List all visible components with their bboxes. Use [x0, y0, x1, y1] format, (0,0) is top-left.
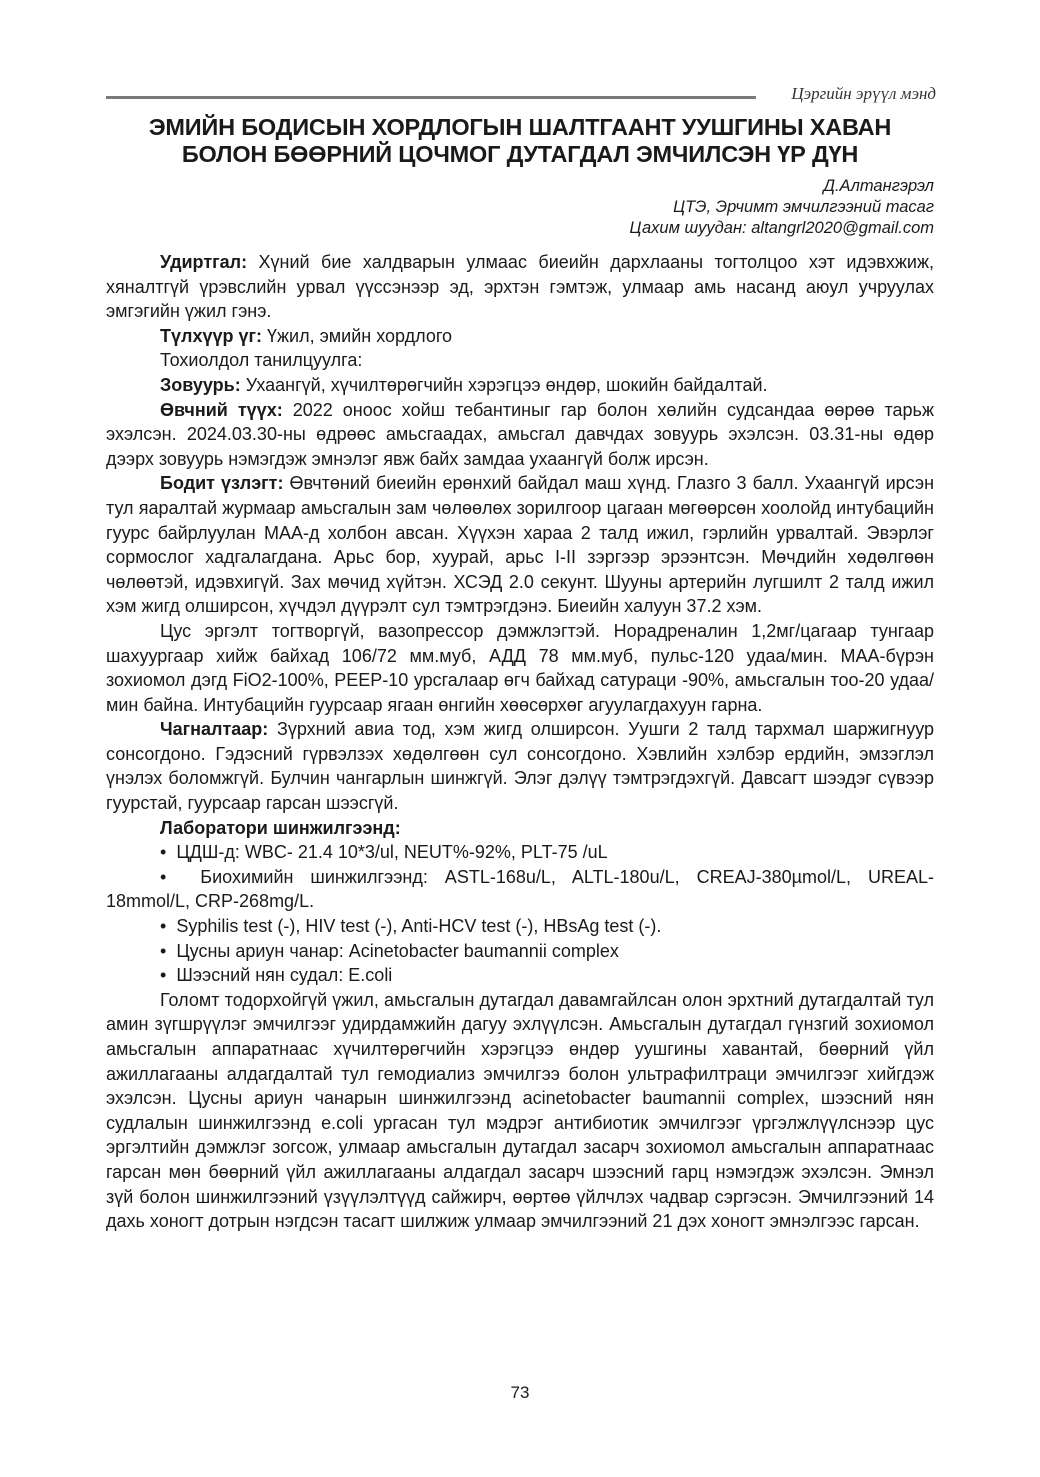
- auscultation-text: Зүрхний авиа тод, хэм жигд олширсон. Уушги 2 талд тархмал шаржигнуур сонсогдоно. Гэдэсний гүрвэлзэх хөдөлгөөн сул сонсогдоно. Хэвлийн хэлбэр ердийн, эмзэглэл үнэлэх боломжгүй. Булчин чангарлын шинжгүй. Элэг дэлүү тэмтрэгдэхгүй. Давсагт шээдэг сүвээр гуурстай, гуурсаар гарсан шээсгүй.: [106, 719, 934, 814]
- history-label: Өвчний түүх:: [160, 399, 283, 420]
- intro-paragraph: [106, 250, 934, 324]
- case-intro-heading: Тохиолдол танилцуулга:: [160, 350, 363, 371]
- history-paragraph: [106, 398, 934, 472]
- bullet-icon: •: [160, 916, 167, 937]
- lab-item: • Шээсний нян судал: E.coli: [160, 965, 393, 986]
- header-rule: [106, 96, 756, 99]
- lab-item: • Цусны ариун чанар: Acinetobacter baumannii complex: [160, 940, 619, 961]
- complaint-paragraph: [106, 373, 934, 398]
- title-line-1: ЭМИЙН БОДИСЫН ХОРДЛОГЫН ШАЛТГААНТ УУШГИНЫ ХАВАН: [148, 114, 892, 140]
- page-title: [106, 114, 934, 168]
- author-email-line: [629, 218, 934, 239]
- lab-heading: [106, 816, 934, 841]
- keywords-label: Түлхүүр үг:: [160, 325, 262, 346]
- author-block: [629, 176, 934, 239]
- bullet-icon: •: [160, 965, 167, 986]
- page-number: 73: [510, 1383, 530, 1402]
- keywords-paragraph: [106, 324, 934, 349]
- circulation-paragraph: Цус эргэлт тогтворгүй, вазопрессор дэмжлэгтэй. Норадреналин 1,2мг/цагаар тунгаар шахуургаар хийж байхад 106/72 мм.муб, АДД 78 мм.муб, пульс-120 удаа/мин. МАА-бүрэн зохиомол дэгд FiO2-100%, PEEP-10 урсгалаар өгч байхад сатураци -90%, амьсгалын тоо-20 удаа/мин байна. Интубацийн гуурсаар ягаан өнгийн хөөсөрхөг агуулагдахуун гарна.: [106, 620, 934, 715]
- article-body: [106, 250, 934, 1234]
- email-label: Цахим шуудан:: [629, 219, 752, 237]
- lab-label: Лаборатори шинжилгээнд:: [160, 817, 401, 838]
- bullet-icon: •: [160, 842, 167, 863]
- author-email-link[interactable]: altangrl2020@gmail.com: [751, 219, 934, 237]
- outcome-paragraph: Голомт тодорхойгүй үжил, амьсгалын дутагдал давамгайлсан олон эрхтний дутагдалтай тул амин зүгшрүүлэг эмчилгээг удирдамжийн дагуу эхлүүлсэн. Амьсгалын дутагдал гүнзгий зохиомол амьсгалын аппаратнаас хүчилтөрөгчийн хэрэгцээ өндөр уушгины хавантай, бөөрний үйл ажиллагааны алдагдалтай тул гемодиализ эмчилгээ болон ультрафилтраци эмчилгээг хийгдэж эхэлсэн. Цусны ариун чанарын шинжилгээнд acinetobacter baumannii complex, шээсний нян судлалын шинжилгээнд e.coli ургасан тул мэдрэг антибиотик эмчилгээг үргэлжлүүлснээр цус эргэлтийн дэмжлэг зогсож, улмаар амьсгалын дутагдал засарч зохиомол амьсгалын аппаратнаас гарсан мөн бөөрний үйл ажиллагааны алдагдал засарч шээсний гарц нэмэгдэж эхэлсэн. Эмнэл зүй болон шинжилгээний үзүүлэлтүүд сайжирч, өөртөө үйлчлэх чадвар сэргэсэн. Эмчилгээний 14 дахь хоногт дотрын нэгдсэн тасагт шилжиж улмаар эмчилгээний 21 дэх хоногт эмнэлгээс гарсан.: [106, 989, 934, 1232]
- exam-text: Өвчтөний биеийн ерөнхий байдал маш хүнд. Глазго 3 балл. Ухаангүй ирсэн тул яаралтай журмаар амьсгалын зам чөлөөлөх зорилгоор цагаан мөгөөрсөн хоолойд интубацийн гуурс байрлуулан МАА-д холбон авсан. Хүүхэн хараа 2 талд ижил, гэрлийн урвалтай. Эвэрлэг сормослог хадгалагдана. Арьс бор, хуурай, арьс I-II зэргээр эрээнтсэн. Мөчдийн хөдөлгөөн чөлөөтэй, идэвхигүй. Зах мөчид хүйтэн. ХСЭД 2.0 секунт. Шууны артерийн лугшилт 2 талд ижил хэм жигд олширсон, хүчдэл дүүрэлт сул тэмтрэгдэнэ. Биеийн халуун 37.2 хэм.: [106, 473, 935, 617]
- author-name: Д.Алтангэрэл: [823, 177, 934, 195]
- running-head: Цэргийн эрүүл мэнд: [791, 84, 936, 103]
- history-text: 2022 оноос хойш тебантиныг гар болон хөлийн судсандаа өөрөө тарьж эхэлсэн. 2024.03.30-ны өдрөөс амьсгаадах, амьсгал давчдах зовуурь эхэлсэн. 03.31-ны өдөр дээрх зовуурь нэмэгдэж эмнэлэг явж байх замдаа ухаангүй болж ирсэн.: [106, 399, 934, 469]
- lab-item: • ЦДШ-д: WBC- 21.4 10*3/ul, NEUT%-92%, PLT-75 /uL: [160, 842, 608, 863]
- intro-text: Хүний бие халдварын улмаас биеийн дархлааны тогтолцоо хэт идэвхжиж, хяналтгүй үрэвслийн урвал үүссэнээр эд, эрхтэн гэмтэж, улмаар амь насанд аюул учруулах эмгэгийн үжил гэнэ.: [106, 252, 934, 322]
- author-affiliation: ЦТЭ, Эрчимт эмчилгээний тасаг: [673, 198, 934, 216]
- exam-label: Бодит үзлэгт:: [160, 473, 284, 494]
- exam-paragraph: [106, 471, 934, 619]
- bullet-icon: •: [160, 940, 167, 961]
- keywords-text: Үжил, эмийн хордлого: [261, 325, 453, 346]
- auscultation-label: Чагналтаар:: [160, 719, 269, 740]
- bullet-icon: •: [160, 866, 167, 887]
- complaint-label: Зовуурь:: [160, 374, 241, 395]
- title-line-2: БОЛОН БӨӨРНИЙ ЦОЧМОГ ДУТАГДАЛ ЭМЧИЛСЭН ҮР ДҮН: [181, 141, 859, 167]
- lab-item: • Syphilis test (-), HIV test (-), Anti-HCV test (-), HBsAg test (-).: [160, 916, 662, 937]
- auscultation-paragraph: [106, 717, 934, 815]
- intro-label: Удиртгал:: [160, 252, 248, 272]
- complaint-text: Ухаангүй, хүчилтөрөгчийн хэрэгцээ өндөр, шокийн байдалтай.: [240, 374, 768, 395]
- lab-item: • Биохимийн шинжилгээнд: ASTL-168u/L, ALTL-180u/L, CREAJ-380µmol/L, UREAL-18mmol/L, CRP-268mg/L.: [106, 866, 934, 912]
